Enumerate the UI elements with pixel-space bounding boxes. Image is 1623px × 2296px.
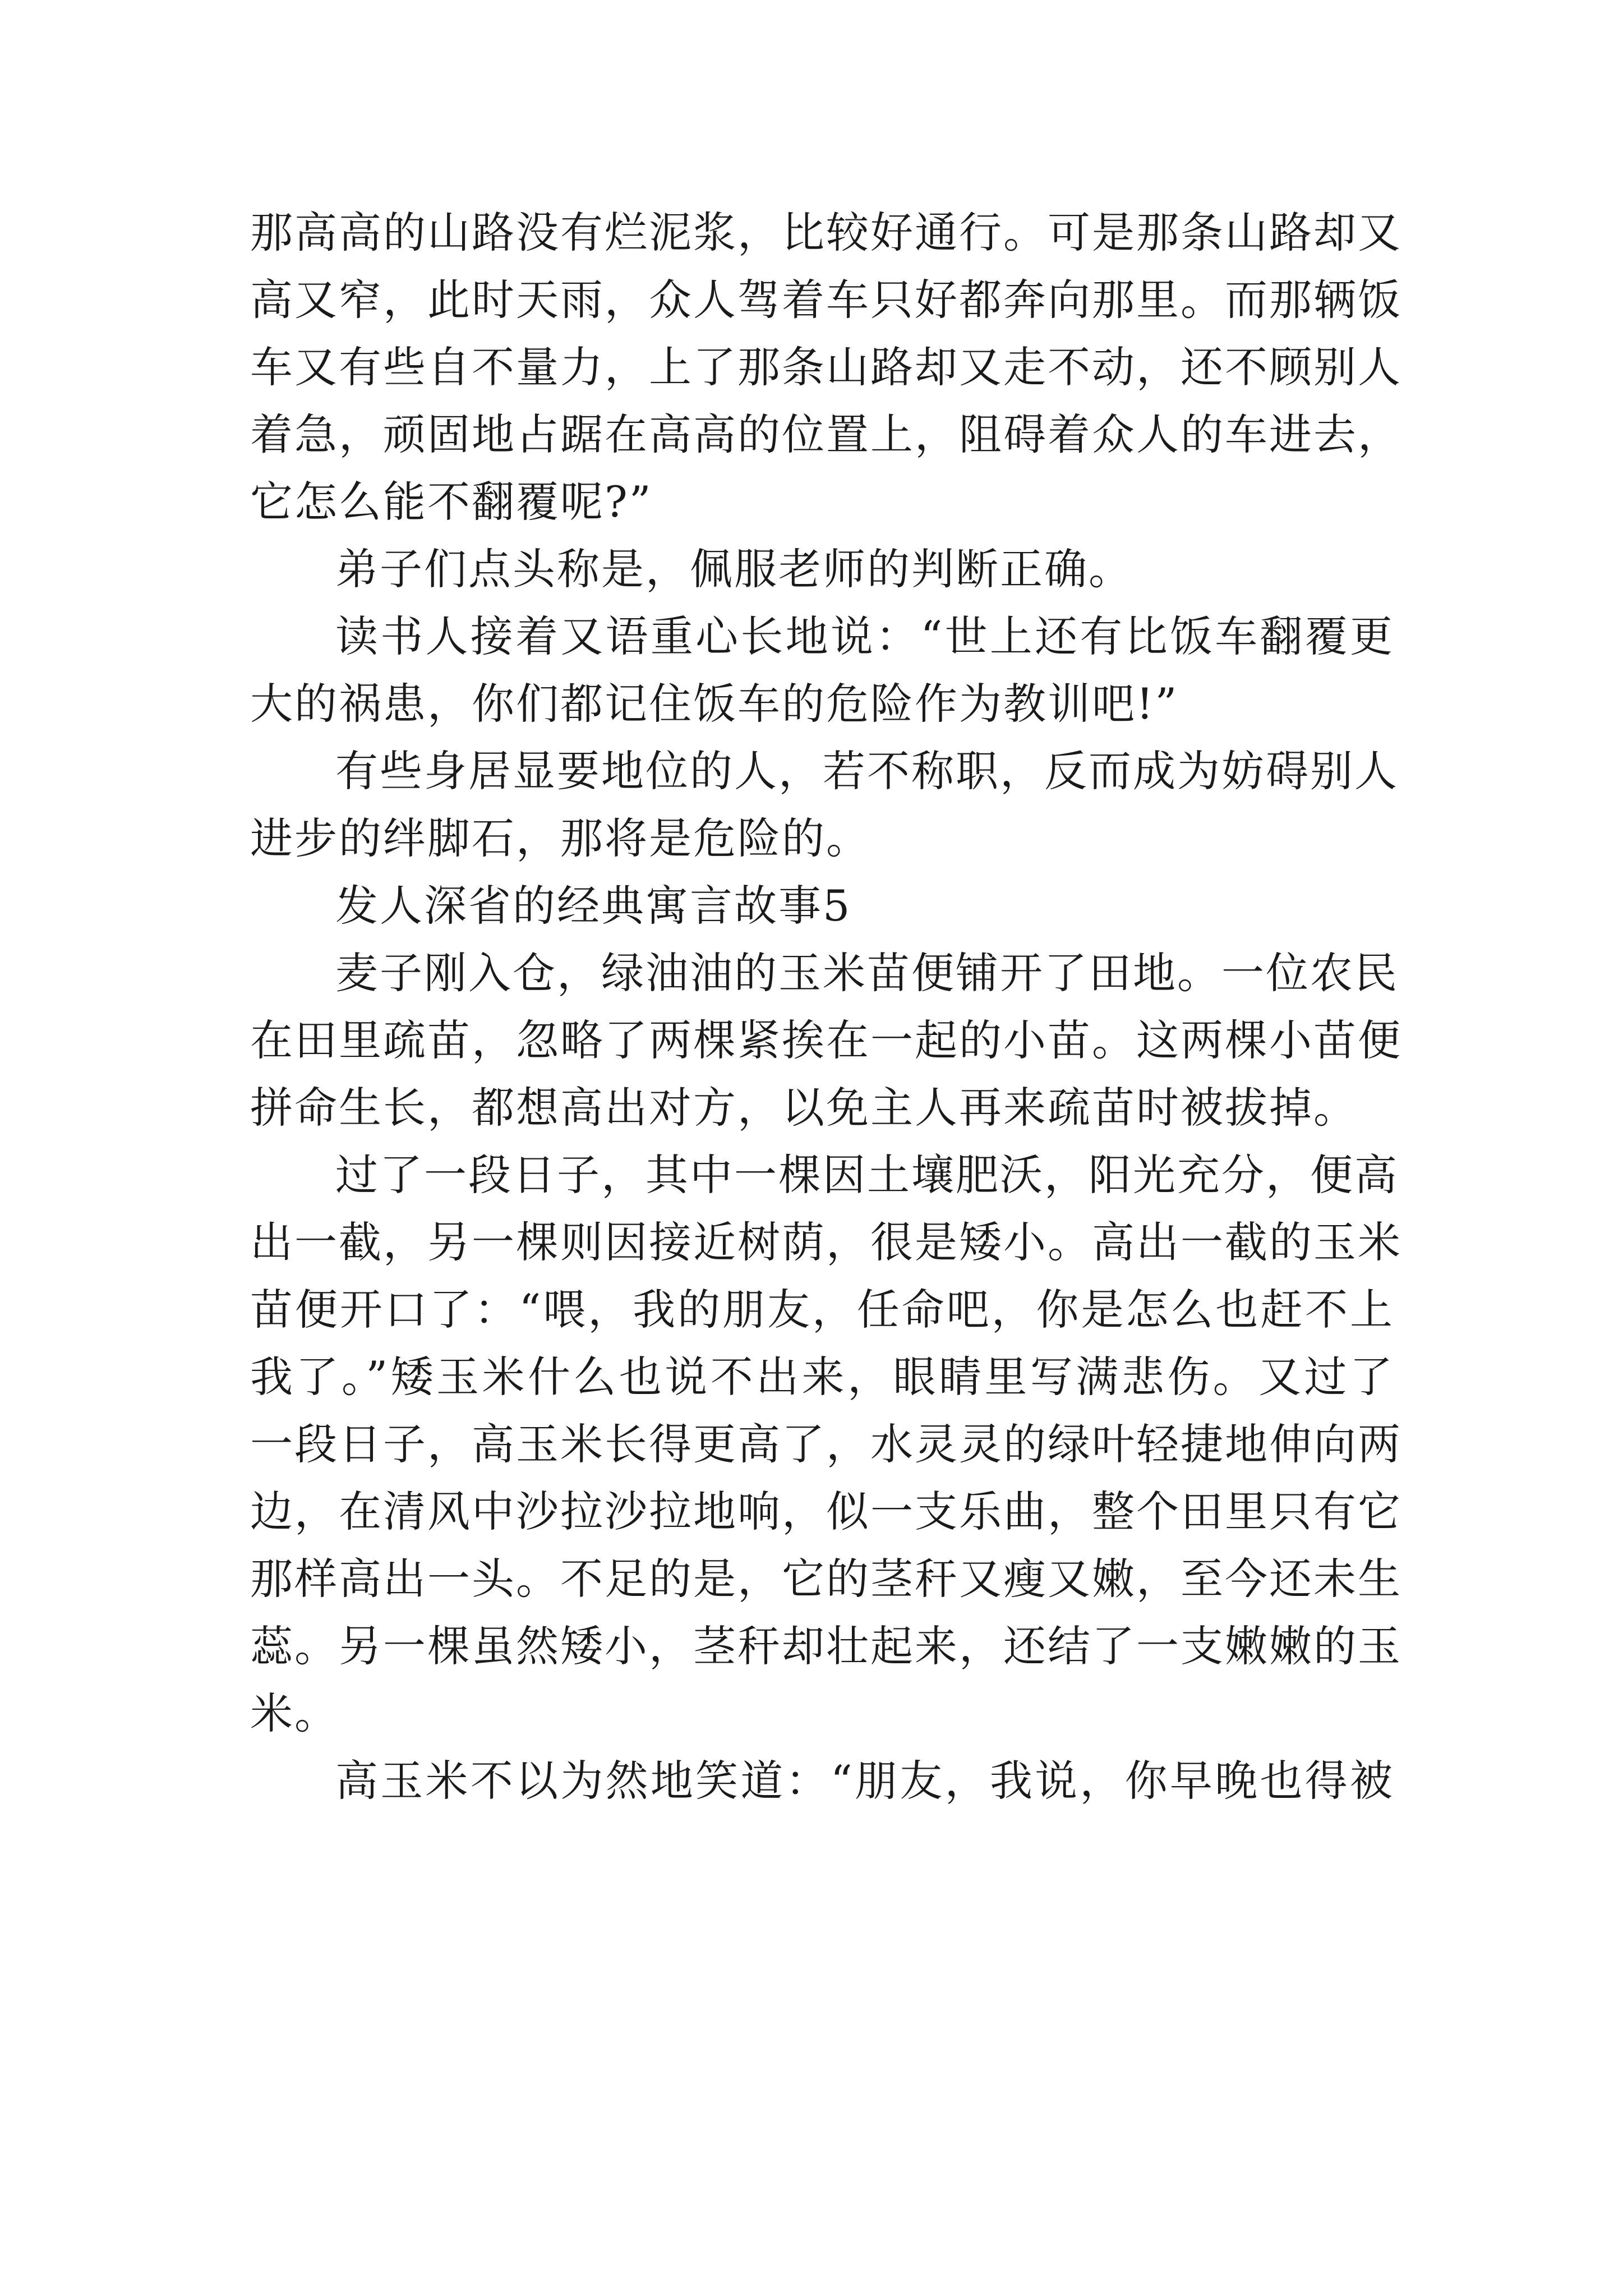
text-line: 蕊。另一棵虽然矮小，茎秆却壮起来，还结了一支嫩嫩的玉	[250, 1621, 1402, 1671]
text-line: 边，在清风中沙拉沙拉地响，似一支乐曲，整个田里只有它	[250, 1487, 1402, 1536]
text-line: 车又有些自不量力，上了那条山路却又走不动，还不顾别人	[250, 342, 1402, 392]
text-line: 高玉米不以为然地笑道：“朋友，我说，你早晚也得被	[335, 1756, 1394, 1806]
text-line: 弟子们点头称是，佩服老师的判断正确。	[335, 544, 1133, 594]
text-line: 读书人接着又语重心长地说：“世上还有比饭车翻覆更	[335, 611, 1394, 661]
text-line: 过了一段日子，其中一棵因土壤肥沃，阳光充分，便高	[335, 1150, 1399, 1200]
text-line: 高又窄，此时天雨，众人驾着车只好都奔向那里。而那辆饭	[250, 275, 1402, 325]
text-line: 我了。”矮玉米什么也说不出来，眼睛里写满悲伤。又过了	[250, 1352, 1394, 1402]
text-line: 麦子刚入仓，绿油油的玉米苗便铺开了田地。一位农民	[335, 948, 1399, 998]
text-line: 大的祸患，你们都记住饭车的危险作为教训吧!”	[250, 679, 1179, 729]
text-line: 有些身居显要地位的人，若不称职，反而成为妨碍别人	[335, 746, 1399, 796]
text-line: 一段日子，高玉米长得更高了，水灵灵的绿叶轻捷地伸向两	[250, 1419, 1402, 1469]
text-line: 着急，顽固地占踞在高高的位置上，阻碍着众人的车进去，	[250, 409, 1402, 459]
text-line: 那高高的山路没有烂泥浆，比较好通行。可是那条山路却又	[250, 208, 1402, 257]
text-line: 发人深省的经典寓言故事5	[335, 881, 852, 931]
text-line: 那样高出一头。不足的是，它的茎秆又瘦又嫩，至今还未生	[250, 1554, 1402, 1604]
body-text	[250, 199, 1402, 1815]
text-line: 它怎么能不翻覆呢?”	[250, 477, 653, 527]
text-line: 进步的绊脚石，那将是危险的。	[250, 813, 870, 863]
text-line: 在田里疏苗，忽略了两棵紧挨在一起的小苗。这两棵小苗便	[250, 1015, 1402, 1065]
text-line: 苗便开口了：“喂，我的朋友，任命吧，你是怎么也赶不上	[250, 1285, 1394, 1335]
text-line: 米。	[250, 1688, 339, 1738]
text-line: 出一截，另一棵则因接近树荫，很是矮小。高出一截的玉米	[250, 1217, 1402, 1267]
text-line: 拼命生长，都想高出对方，以免主人再来疏苗时被拔掉。	[250, 1083, 1358, 1133]
